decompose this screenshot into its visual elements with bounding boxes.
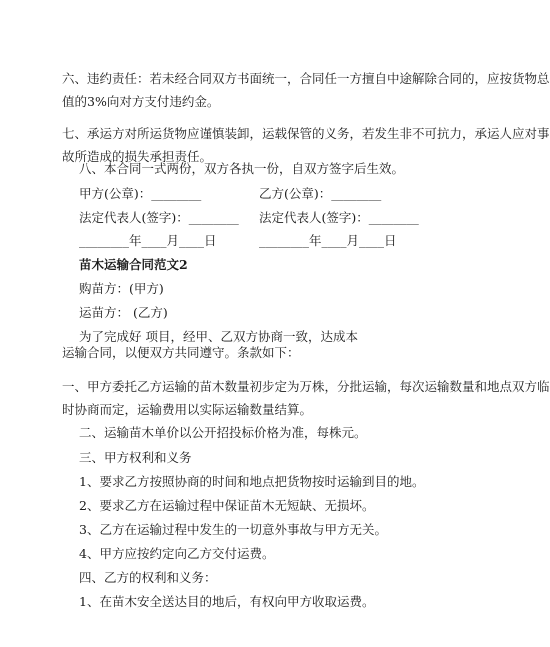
party-b-seal: 乙方(公章)：________ [259,186,382,201]
sample-2-clause-3-item-1: 1、要求乙方按照协商的时间和地点把货物按时运输到目的地。 [79,474,425,489]
sample-2-heading: 苗木运输合同范文2 [79,257,188,272]
clause-6-line-2: 值的3%向对方支付违约金。 [62,94,220,109]
buyer-party: 购苗方：(甲方) [79,281,164,296]
party-a-date: ________年____月____日 [79,233,217,248]
intro-line-1: 为了完成好 项目，经甲、乙双方协商一致，达成本 [79,329,358,344]
sample-2-clause-2: 二、运输苗木单价以公开招投标价格为准，每株元。 [79,425,367,440]
sample-2-clause-3: 三、甲方权利和义务 [79,450,192,465]
sample-2-clause-3-item-2: 2、要求乙方在运输过程中保证苗木无短缺、无损坏。 [79,498,375,513]
intro-line-2: 运输合同，以便双方共同遵守。条款如下： [62,345,300,360]
party-a-representative: 法定代表人(签字)：________ [79,210,239,225]
clause-6-line-1: 六、违约责任：若未经合同双方书面统一，合同任一方擅自中途解除合同的，应按货物总 [62,71,550,86]
sample-2-clause-1-line-1: 一、甲方委托乙方运输的苗木数量初步定为万株，分批运输，每次运输数量和地点双方临 [62,379,550,394]
carrier-party: 运苗方： (乙方) [79,305,168,320]
party-a-seal: 甲方(公章)：________ [79,186,202,201]
clause-7-line-1: 七、承运方对所运货物应谨慎装卸，运载保管的义务，若发生非不可抗力，承运人应对事 [62,126,550,141]
clause-8: 八、本合同一式两份，双方各执一份，自双方签字后生效。 [79,161,405,176]
clause-7-line-2: 故所造成的损失承担责任。 [62,149,213,164]
party-b-representative: 法定代表人(签字)：________ [259,210,419,225]
sample-2-clause-4: 四、乙方的权利和义务： [79,570,217,585]
party-b-date: ________年____月____日 [259,233,397,248]
sample-2-clause-1-line-2: 时协商而定，运输费用以实际运输数量结算。 [62,402,313,417]
sample-2-clause-4-item-1: 1、在苗木安全送达目的地后，有权向甲方收取运费。 [79,594,375,609]
sample-2-clause-3-item-4: 4、甲方应按约定向乙方交付运费。 [79,546,275,561]
sample-2-clause-3-item-3: 3、乙方在运输过程中发生的一切意外事故与甲方无关。 [79,522,387,537]
